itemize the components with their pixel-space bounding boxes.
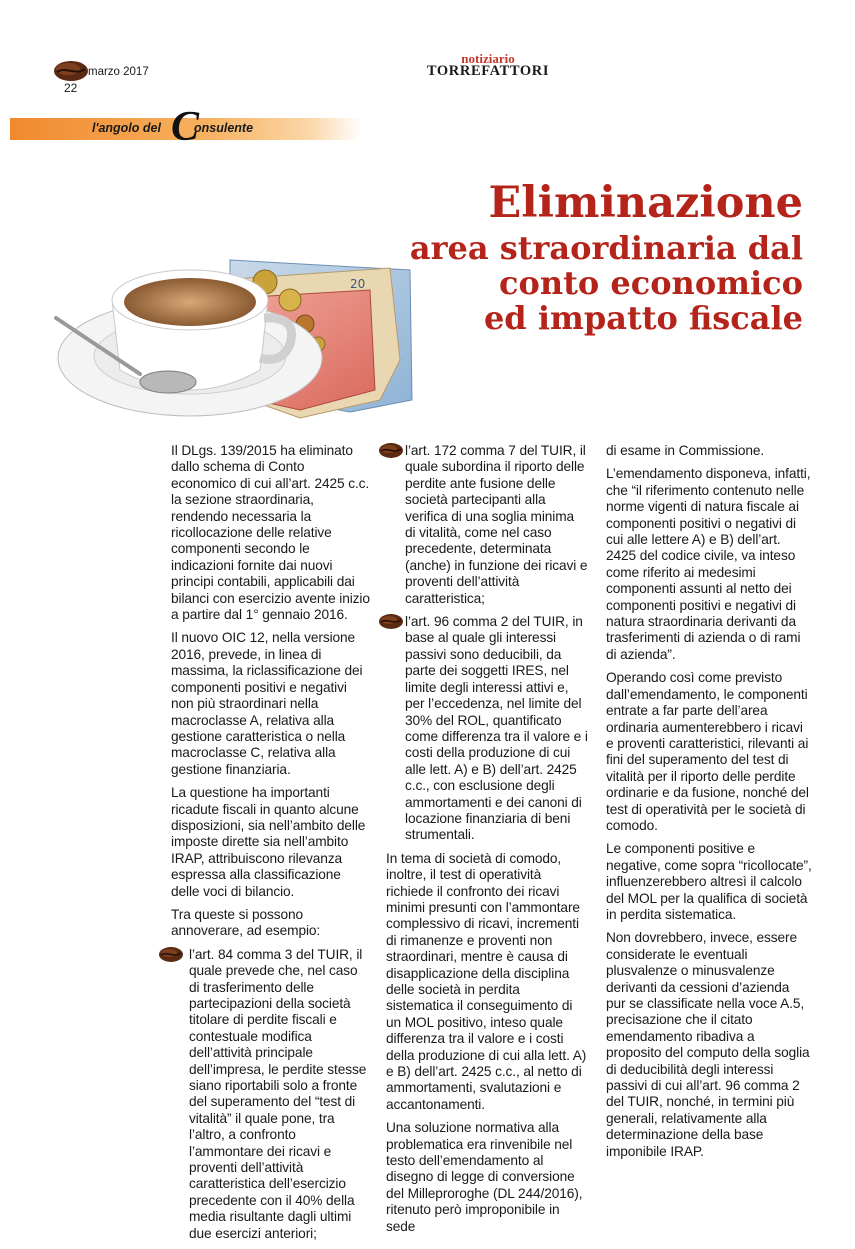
article-column-3 (606, 443, 812, 1167)
coffee-bean-icon (52, 59, 90, 83)
page-number: 22 (64, 81, 78, 95)
paragraph: In tema di società di comodo, inoltre, il test di operatività richiede il confronto dei ricavi minimi presunti con l’ammontare complessivo di ricavi, incrementi di rimanenze e proventi non straordinari, mentre è causa di disapplicazione della disciplina delle società in perdita sistematica il conseguimento di un MOL positivo, inteso quale differenza tra il valore e i costi della produzione di cui alla lett. A) e B) dell’art. 2425 c.c., al netto di ammortamenti, svalutazioni e accantonamenti. (386, 850, 587, 1112)
article-column-1 (171, 443, 371, 1249)
coffee-bean-icon (378, 442, 404, 459)
issue-date: marzo 2017 (88, 66, 149, 78)
article-column-2 (386, 443, 588, 1242)
bullet-item (386, 443, 588, 607)
masthead-title: TORREFATTORI (426, 63, 550, 79)
section-label-suffix: onsulente (194, 121, 254, 135)
svg-text:20: 20 (350, 277, 366, 291)
bullet-text: l’art. 96 comma 2 del TUIR, in base al quale gli interessi passivi sono deducibili, da parte dei soggetti IRES, nel limite degli interessi attivi e, per l’eccedenza, nel limite del 30% del ROL, quantificato come differenza tra il valore e i costi della produzione di cui alle lett. A) e B) dell’art. 2425 c.c., con esclusione degli ammortamenti e dei canoni di locazione finanziaria di beni strumentali. (405, 614, 588, 843)
paragraph: Operando così come previsto dall’emendamento, le componenti entrate a far parte dell’area ordinaria aumenterebbero i ricavi e proventi caratteristici, rilevanti ai fini del superamento del test di vitalità per il riporto delle perdite ordinarie e da fusione, nonché del test di operatività per le società di comodo. (606, 670, 809, 833)
paragraph: Il DLgs. 139/2015 ha eliminato dallo schema di Conto economico di cui all’art. 2425 c.c. la sezione straordinaria, rendendo necessaria la ricollocazione delle relative componenti secondo le indicazioni fornite dai nuovi principi contabili, applicabili dai bilanci con esercizio avente inizio a partire dal 1° gennaio 2016. (171, 443, 370, 623)
paragraph: La questione ha importanti ricadute fiscali in quanto alcune disposizioni, sia nell’ambito delle imposte dirette sia nell’ambito IRAP, attribuiscono rilevanza espressa alla classificazione delle voci di bilancio. (171, 785, 366, 899)
coffee-bean-icon (378, 613, 404, 630)
paragraph: Una soluzione normativa alla problematica era rinvenibile nel testo dell’emendamento al disegno di legge di conversione del Milleproroghe (DL 244/2016), ritenuto però improponibile in sede (386, 1120, 583, 1234)
paragraph: di esame in Commissione. (606, 443, 765, 458)
bullet-text: l’art. 172 comma 7 del TUIR, il quale subordina il riporto delle perdite ante fusione delle società partecipanti alla verifica di una soglia minima di vitalità, come nel caso precedente, determinata (anche) in funzione dei ricavi e proventi dell’attività caratteristica; (405, 443, 588, 606)
article-subtitle-line-3: ed impatto fiscale (483, 299, 803, 337)
bullet-text: l’art. 84 comma 3 del TUIR, il quale prevede che, nel caso di trasferimento delle partecipazioni della società titolare di perdite fiscali e contestuale modifica dell’attività principale dell’impresa, le perdite stesse siano riportabili solo a fronte del superamento del “test di vitalità” il quale pone, tra l’altro, a confronto l’ammontare dei ricavi e proventi dell’attività caratteristica dell’esercizio precedente con il 40% della media risultante dagli ultimi due esercizi anteriori; (189, 946, 367, 1241)
article-subtitle-line-1: area straordinaria dal (409, 229, 803, 267)
section-label-prefix: l'angolo del (92, 121, 161, 135)
paragraph: L’emendamento disponeva, infatti, che “il riferimento contenuto nelle norme vigenti di natura fiscale ai componenti positivi o negativi di cui alle lettere A) e B) dell’art. 2425 del codice civile, va inteso come riferito ai medesimi componenti assunti al netto dei componenti positivi e negativi di natura straordinaria derivanti da trasferimenti di azienda o di rami di azienda”. (606, 466, 811, 662)
coffee-bean-icon (158, 946, 184, 963)
bullet-item (171, 947, 371, 1242)
paragraph: Le componenti positive e negative, come sopra “ricollocate”, influenzerebbero altresì il calcolo del MOL per la qualifica di società in perdita sistematica. (606, 841, 812, 922)
bullet-item (386, 614, 588, 844)
paragraph: Non dovrebbero, invece, essere considerate le eventuali plusvalenze o minusvalenze derivanti da cessioni d’azienda pur se classificate nella voce A.5, precisazione che il citato emendamento ribadiva a proposito del computo della soglia di deducibilità degli interessi passivi di cui all’art. 96 comma 2 del TUIR, nonché, in termini più generali, relativamente alla determinazione della base imponibile IRAP. (606, 930, 810, 1159)
paragraph: Il nuovo OIC 12, nella versione 2016, prevede, in linea di massima, la riclassificazione dei componenti positivi e negativi non più straordinari nella macroclasse A, relativa alla gestione caratteristica o nella macroclasse C, relativa alla gestione finanziaria. (171, 630, 363, 777)
section-label-initial: C (171, 104, 200, 150)
article-subtitle-line-2: conto economico (499, 264, 803, 302)
paragraph: Tra queste si possono annoverare, ad esempio: (171, 906, 321, 939)
masthead-subtitle: notiziario (461, 51, 515, 66)
article-title: Eliminazione (488, 178, 803, 228)
coffee-cup-and-money-photo (50, 240, 420, 432)
